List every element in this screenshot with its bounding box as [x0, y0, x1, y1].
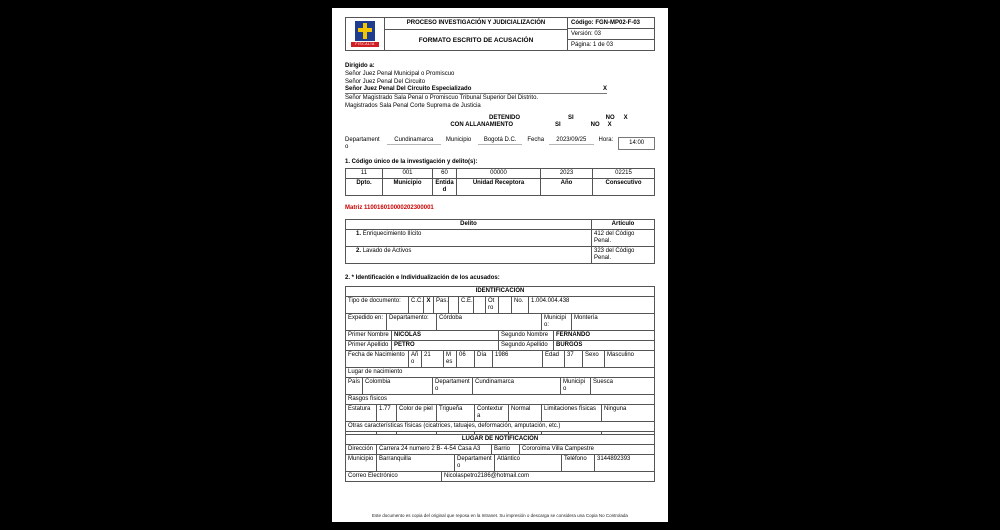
no-label: No.	[511, 297, 528, 313]
field-label: Primer Apellido	[348, 342, 389, 348]
field-value: Montería	[571, 314, 654, 330]
field-value: Barranquilla	[376, 455, 454, 471]
ubicacion-row	[345, 137, 655, 151]
hora-label: Hora:	[598, 137, 614, 143]
field-label: Lugar de nacimiento	[348, 369, 403, 375]
primer-nombre-row	[346, 330, 654, 340]
ce-option: C.E.	[458, 297, 473, 313]
empty-cell	[396, 432, 436, 434]
fiscalia-logo-caption: FISCALÍA	[351, 42, 379, 47]
column-header: Artículo	[591, 220, 654, 229]
primer-apellido: PETRO	[391, 341, 498, 350]
field-value: Colombia	[362, 378, 432, 394]
fecha-value: 2023/09/25	[549, 137, 593, 145]
dirigido-option: Señor Magistrado Sala Penal o Promiscuo Tribunal Superior Del Distrito.	[345, 94, 539, 101]
field-label: Segundo Apellido	[498, 341, 553, 350]
empty-row	[346, 431, 654, 434]
emblem-shape	[358, 28, 372, 32]
controlled-copy-notice: Este documento es copia del original que reposa en la Intranet. Su impresión o descarga se considera una Copia No Controlada	[372, 513, 628, 518]
header-meta	[567, 18, 654, 50]
column-header: Delito	[460, 221, 477, 227]
form-title: FORMATO ESCRITO DE ACUSACIÓN	[418, 36, 534, 44]
field-value: Atlántico	[494, 455, 561, 471]
delitos-table	[345, 219, 655, 264]
municipio-value: Bogotá D.C.	[478, 137, 522, 145]
hora-value: 14:00	[618, 137, 655, 150]
field-label: Municipio:	[541, 314, 571, 330]
no-label: NO	[605, 115, 615, 121]
municipio-label: Municipio	[445, 137, 472, 143]
empty-cell	[541, 432, 601, 434]
field-value: Nicolaspetro2186@hotmail.com	[441, 472, 654, 481]
table-cell: 001	[382, 169, 432, 178]
empty-cell	[448, 297, 458, 313]
allanamiento-row	[345, 122, 655, 129]
field-label: Rasgos físicos	[348, 396, 388, 402]
field-value: Masculino	[604, 351, 654, 367]
field-label: Contextura	[474, 405, 508, 421]
delito-articulo: 323 del Código Penal.	[591, 247, 654, 263]
detencion-section	[345, 115, 655, 129]
lugar-nacimiento-label-row	[346, 367, 654, 377]
empty-cell	[498, 297, 511, 313]
field-label: Expedido en:	[348, 315, 384, 321]
column-header: Unidad Receptora	[456, 179, 540, 195]
field-label: Estatura	[348, 406, 371, 412]
table-cell: 11	[360, 170, 368, 176]
delito-row	[346, 229, 654, 246]
column-header: Año	[540, 179, 592, 195]
field-value: 3144892393	[594, 455, 654, 471]
lugar-nacimiento-row	[346, 377, 654, 394]
field-label: Limitaciones físicas	[541, 405, 601, 421]
field-label: Segundo Nombre	[498, 331, 553, 340]
otro-option: Otro	[485, 297, 498, 313]
dirigido-option-label: Señor Juez Penal Del Circuito Especializado	[345, 86, 472, 92]
field-value: 06	[456, 351, 474, 367]
field-label: Otras características físicas (cicatrices, tatuajes, deformación, amputación, etc.)	[348, 423, 561, 429]
dirigido-option-selected	[345, 86, 607, 94]
no-mark: X	[623, 115, 628, 121]
delito-articulo: 412 del Código Penal.	[591, 230, 654, 246]
table-cell: 00000	[456, 169, 540, 178]
field-label: Barrio	[491, 445, 519, 454]
field-label: Tipo de documento:	[348, 298, 401, 304]
column-header: Municipio	[382, 179, 432, 195]
detenido-row	[345, 115, 655, 122]
fecha-label: Fecha	[527, 137, 545, 143]
pas-option: Pas.	[433, 297, 448, 313]
delito-name: Lavado de Activos	[362, 248, 412, 254]
empty-cell	[376, 432, 396, 434]
dirigido-option: Magistrados Sala Penal Corte Suprema de Justicia	[345, 102, 481, 109]
section-header: IDENTIFICACIÓN	[475, 288, 525, 294]
allanamiento-label: CON ALLANAMIENTO	[450, 122, 513, 128]
seccion2-title: 2. * Identificación e Individualización de los acusados:	[345, 275, 500, 281]
column-header: Dpto.	[356, 180, 372, 186]
table-cell: 02215	[592, 169, 654, 178]
departamento-value: Cundinamarca	[387, 137, 441, 145]
field-label: Primer Nombre	[348, 332, 389, 338]
section-header: LUGAR DE NOTIFICACIÓN	[461, 436, 539, 442]
field-label: Municipio	[560, 378, 590, 394]
field-label: Teléfono	[561, 455, 594, 471]
no-label: NO	[590, 122, 600, 128]
empty-cell	[474, 432, 508, 434]
field-label: Correo Electrónico	[348, 473, 398, 479]
codigo-table	[345, 168, 655, 196]
notificacion-title-row	[346, 434, 654, 444]
delito-number: 2.	[356, 248, 362, 254]
segundo-nombre: FERNANDO	[553, 331, 654, 340]
field-label: Departamento	[454, 455, 494, 471]
empty-cell	[601, 432, 654, 434]
selected-mark: X	[602, 86, 607, 92]
field-label: Departamento:	[386, 314, 436, 330]
process-title: PROCESO INVESTIGACIÓN Y JUDICIALIZACIÓN	[385, 18, 567, 30]
codigo-headers-row	[346, 178, 654, 195]
delitos-header-row	[346, 220, 654, 229]
otras-caracteristicas-row	[346, 421, 654, 431]
si-label: SI	[555, 122, 561, 128]
documento-numero: 1.004.004.438	[528, 297, 654, 313]
dirigido-section	[345, 62, 655, 110]
cc-mark: X	[423, 297, 433, 313]
segundo-apellido: BURGOS	[553, 341, 654, 350]
delito-name: Enriquecimiento Ilícito	[362, 231, 422, 237]
field-value: 37	[564, 351, 582, 367]
field-label: País	[348, 379, 361, 385]
primer-apellido-row	[346, 340, 654, 350]
empty-cell	[436, 432, 474, 434]
field-label: Día	[474, 351, 492, 367]
field-value: 1.77	[376, 405, 396, 421]
detenido-label: DETENIDO	[488, 115, 520, 121]
field-value: 21	[421, 351, 443, 367]
field-value: 1986	[492, 351, 542, 367]
field-label: Mes	[443, 351, 456, 367]
field-label: Sexo	[582, 351, 604, 367]
field-value: Ninguna	[601, 405, 654, 421]
column-header: Consecutivo	[592, 179, 654, 195]
dirigido-label: Dirigido a:	[345, 62, 375, 69]
form-page-number: Página: 1 de 03	[568, 39, 654, 50]
form-version: Versión: 03	[568, 28, 654, 39]
municipio-notif-row	[346, 454, 654, 471]
delito-row	[346, 246, 654, 263]
correo-row	[346, 471, 654, 481]
departamento-label: Departamento	[345, 137, 380, 150]
field-label: Municipio	[348, 456, 374, 462]
field-value: Córdoba	[436, 314, 541, 330]
empty-cell	[508, 432, 541, 434]
expedido-row	[346, 313, 654, 330]
document-page	[332, 8, 668, 522]
direccion-row	[346, 444, 654, 454]
delito-name-cell	[346, 230, 591, 246]
dirigido-option: Señor Juez Penal Municipal o Promiscuo	[345, 70, 455, 77]
column-header: Entidad	[432, 179, 456, 195]
nacimiento-row	[346, 350, 654, 367]
delito-number: 1.	[356, 231, 362, 237]
field-label: Año	[408, 351, 421, 367]
field-value: Carrera 24 numero 2 B- 4-54 Casa A3	[376, 445, 491, 454]
fiscalia-logo	[346, 18, 385, 50]
primer-nombre: NICOLAS	[391, 331, 498, 340]
header-titles	[385, 18, 567, 50]
delito-name-cell	[346, 247, 591, 263]
identificacion-table	[345, 286, 655, 482]
codigo-title: 1. Código único de la investigación y delito(s):	[345, 159, 478, 165]
table-cell: 2023	[540, 169, 592, 178]
field-value: Cororoima Villa Campestre	[519, 445, 654, 454]
fiscalia-emblem-icon	[355, 21, 375, 41]
field-label: Departamento	[432, 378, 472, 394]
form-header	[345, 17, 655, 51]
field-value: Suesca	[590, 378, 654, 394]
si-label: SI	[568, 115, 574, 121]
empty-cell	[346, 432, 376, 434]
codigo-values-row	[346, 169, 654, 178]
rasgos-row	[346, 404, 654, 421]
field-value: Normal	[508, 405, 541, 421]
field-value: Cundinamarca	[472, 378, 560, 394]
cc-option: C.C.	[408, 297, 423, 313]
no-mark: X	[607, 122, 612, 128]
empty-cell	[473, 297, 485, 313]
field-label: Dirección	[348, 446, 374, 452]
field-label: Edad	[542, 351, 564, 367]
table-cell: 60	[432, 169, 456, 178]
form-code: Código: FGN-MP02-F-03	[571, 19, 640, 26]
field-label: Color de piel	[396, 405, 436, 421]
rasgos-label-row	[346, 394, 654, 404]
dirigido-option: Señor Juez Penal Del Circuito	[345, 78, 426, 85]
tipo-documento-row	[346, 296, 654, 313]
identificacion-title-row	[346, 287, 654, 296]
field-value: Trigueña	[436, 405, 474, 421]
field-label: Fecha de Nacimiento	[348, 352, 405, 358]
matriz-number: Matriz 110016010000202300001	[345, 205, 434, 211]
